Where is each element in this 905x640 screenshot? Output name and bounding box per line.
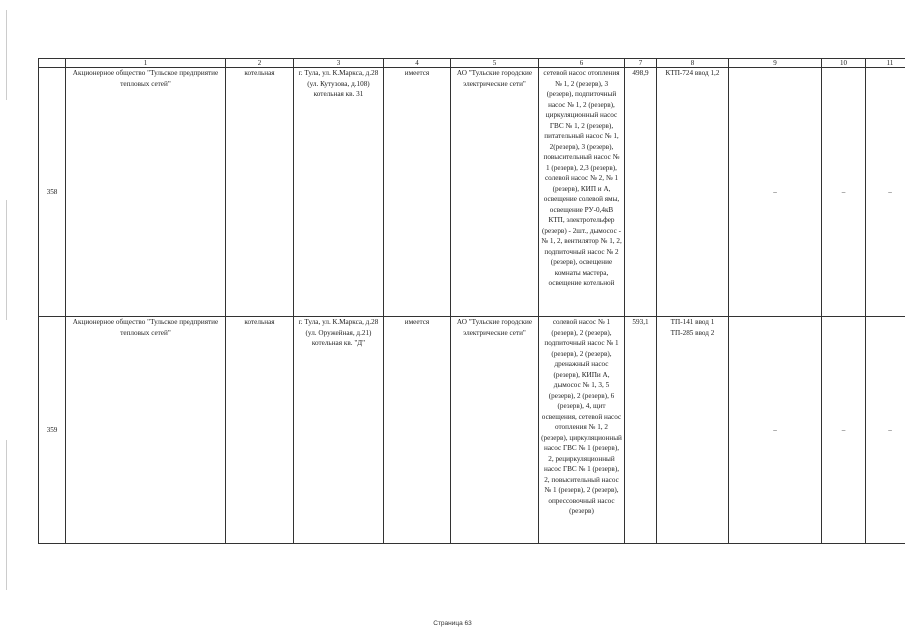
data-table (38, 58, 905, 544)
power-cell: 593,1 (625, 317, 657, 544)
substation-cell: КТП-724 ввод 1,2 (657, 68, 729, 317)
header-cell: 6 (539, 59, 625, 68)
table-row (39, 317, 905, 544)
col9-cell: – (729, 68, 822, 317)
row-number: 358 (39, 68, 66, 317)
header-cell: 11 (866, 59, 905, 68)
header-cell: 2 (226, 59, 294, 68)
header-cell: 10 (822, 59, 866, 68)
page-footer: Страница 63 (433, 620, 472, 627)
availability-cell: имеется (384, 317, 451, 544)
availability-cell: имеется (384, 68, 451, 317)
col11-cell: – (866, 317, 905, 544)
header-row (39, 59, 905, 68)
scan-edge-mark (6, 10, 7, 100)
substation-cell: ТП-141 ввод 1 ТП-285 ввод 2 (657, 317, 729, 544)
organization-cell: Акционерное общество "Тульское предприятие тепловых сетей" (66, 68, 226, 317)
col9-cell: – (729, 317, 822, 544)
header-cell: 7 (625, 59, 657, 68)
table-row (39, 68, 905, 317)
object-type-cell: котельная (226, 68, 294, 317)
header-cell-index (39, 59, 66, 68)
power-cell: 498,9 (625, 68, 657, 317)
object-type-cell: котельная (226, 317, 294, 544)
header-cell: 1 (66, 59, 226, 68)
col10-cell: – (822, 68, 866, 317)
header-cell: 8 (657, 59, 729, 68)
col10-cell: – (822, 317, 866, 544)
row-number: 359 (39, 317, 66, 544)
header-cell: 4 (384, 59, 451, 68)
address-cell: г. Тула, ул. К.Маркса, д.28 (ул. Оружейная, д.21) котельная кв. "Д" (294, 317, 384, 544)
grid-company-cell: АО "Тульские городские электрические сети" (451, 68, 539, 317)
equipment-cell: сетевой насос отопления № 1, 2 (резерв), 3 (резерв), подпиточный насос № 1, 2 (резерв), циркуляционный насос ГВС № 1, 2 (резерв), питательный насос № 1, 2(резерв), 3 (резерв), повысительный насос № 1 (резерв), 2,3 (резерв), солевой насос № 2, № 1 (резерв), КИП и А, освещение солевой ямы, освещение РУ-0,4кВ КТП, электротельфер (резерв) - 2шт., дымосос - № 1, 2, вентилятор № 1, 2, подпиточный насос № 2 (резерв), освещение комнаты мастера, освещение котельной (539, 68, 625, 317)
header-cell: 5 (451, 59, 539, 68)
address-cell: г. Тула, ул. К.Маркса, д.28 (ул. Кутузова, д.108) котельная кв. 31 (294, 68, 384, 317)
header-cell: 3 (294, 59, 384, 68)
equipment-cell: солевой насос № 1 (резерв), 2 (резерв), подпиточный насос № 1 (резерв), 2 (резерв), дренажный насос (резерв), КИПи А, дымосос № 1, 3, 5 (резерв), 2 (резерв), 6 (резерв), 4, щит освещения, сетевой насос отопления № 1, 2 (резерв), циркуляционный насос ГВС № 1 (резерв), 2, рециркуляционный насос ГВС № 1 (резерв), 2, повысительный насос № 1 (резерв), 2 (резерв), опрессовочный насос (резерв) (539, 317, 625, 544)
header-cell: 9 (729, 59, 822, 68)
organization-cell: Акционерное общество "Тульское предприятие тепловых сетей" (66, 317, 226, 544)
scan-edge-mark (6, 200, 7, 320)
grid-company-cell: АО "Тульские городские электрические сети" (451, 317, 539, 544)
scan-edge-mark (6, 440, 7, 590)
col11-cell: – (866, 68, 905, 317)
